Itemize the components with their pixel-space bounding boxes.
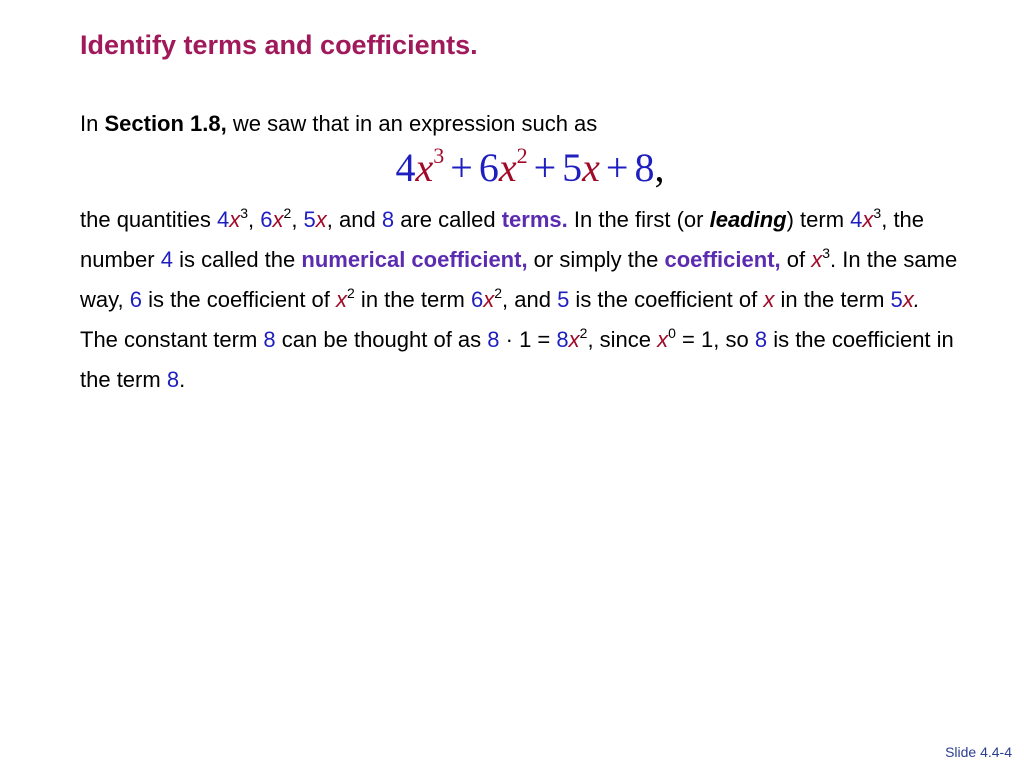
formula-coef-5: 5 [562, 145, 583, 190]
text: the quantities [80, 207, 217, 232]
text: of [780, 247, 812, 272]
variable: x [568, 327, 580, 352]
number: 8 [556, 327, 569, 352]
text: , and [502, 287, 558, 312]
number: 5 [890, 287, 903, 312]
text: in the term [354, 287, 471, 312]
number: 4 [160, 247, 173, 272]
formula-var: x [498, 145, 517, 190]
formula-comma: , [654, 145, 665, 190]
number: 8 [166, 367, 180, 392]
text: , since [587, 327, 658, 352]
formula-coef-4: 4 [395, 145, 416, 190]
number: 4 [216, 207, 230, 232]
formula-coef-6: 6 [478, 145, 499, 190]
intro-suffix: we saw that in an expression such as [226, 111, 598, 136]
intro-line [80, 104, 960, 144]
formula-plus: + [450, 145, 473, 190]
text: ) term [786, 207, 851, 232]
variable: x [862, 207, 874, 232]
exponent: 3 [822, 245, 831, 261]
explanation-paragraph [80, 200, 960, 400]
number: 5 [557, 287, 570, 312]
exponent: 2 [283, 205, 292, 221]
text: . [179, 367, 186, 392]
exponent: 0 [668, 325, 676, 341]
text: In the first (or [567, 207, 710, 232]
section-reference: Section 1.8, [104, 111, 227, 136]
slide-body [80, 104, 960, 400]
formula-var: x [415, 145, 434, 190]
number: 8 [263, 327, 276, 352]
text: = 1, so [675, 327, 755, 352]
text: , [291, 207, 304, 232]
text: , and [326, 207, 382, 232]
intro-prefix: In [80, 111, 105, 136]
number: 8 [487, 327, 500, 352]
variable: x [229, 207, 241, 232]
keyword-leading: leading [709, 207, 787, 232]
formula-plus: + [533, 145, 557, 190]
slide-title: Identify terms and coefficients. [80, 30, 478, 60]
variable: x [657, 327, 669, 352]
number: 6 [470, 287, 484, 312]
text: is called the [172, 247, 302, 272]
exponent: 3 [873, 205, 882, 221]
variable: x [315, 207, 327, 232]
formula-var: x [582, 145, 600, 190]
keyword-numerical-coefficient: numerical coefficient, [301, 247, 528, 272]
text: are called [394, 207, 502, 232]
variable: x [763, 287, 775, 312]
text: or simply the [527, 247, 665, 272]
formula-plus: + [605, 145, 629, 190]
text: . In the same way, [80, 247, 958, 312]
text: , the number [80, 207, 925, 272]
number: 5 [303, 207, 316, 232]
period: . [913, 287, 920, 312]
number: 8 [381, 207, 395, 232]
formula-const-8: 8 [634, 145, 655, 190]
text: , [248, 207, 261, 232]
formula-exp-2: 2 [516, 143, 528, 168]
slide-number: Slide 4.4-4 [945, 744, 1012, 760]
text: is the coefficient of [141, 287, 337, 312]
keyword-terms: terms. [501, 207, 568, 232]
variable: x [811, 247, 823, 272]
text: The constant term [80, 327, 264, 352]
text: in the term [774, 287, 891, 312]
text: · 1 = [499, 327, 557, 352]
exponent: 3 [240, 205, 249, 221]
variable: x [483, 287, 495, 312]
number: 6 [260, 207, 273, 232]
variable: x [336, 287, 348, 312]
exponent: 2 [494, 285, 503, 301]
text: can be thought of as [275, 327, 488, 352]
formula-exp-3: 3 [433, 143, 445, 168]
text: is the coefficient in the term [80, 327, 954, 392]
text: is the coefficient of [569, 287, 764, 312]
keyword-coefficient: coefficient, [664, 247, 781, 272]
number: 6 [129, 287, 142, 312]
exponent: 2 [579, 325, 588, 341]
number: 8 [754, 327, 768, 352]
polynomial-formula [80, 144, 960, 200]
number: 4 [850, 207, 863, 232]
exponent: 2 [347, 285, 355, 301]
variable: x [902, 287, 914, 312]
variable: x [272, 207, 284, 232]
